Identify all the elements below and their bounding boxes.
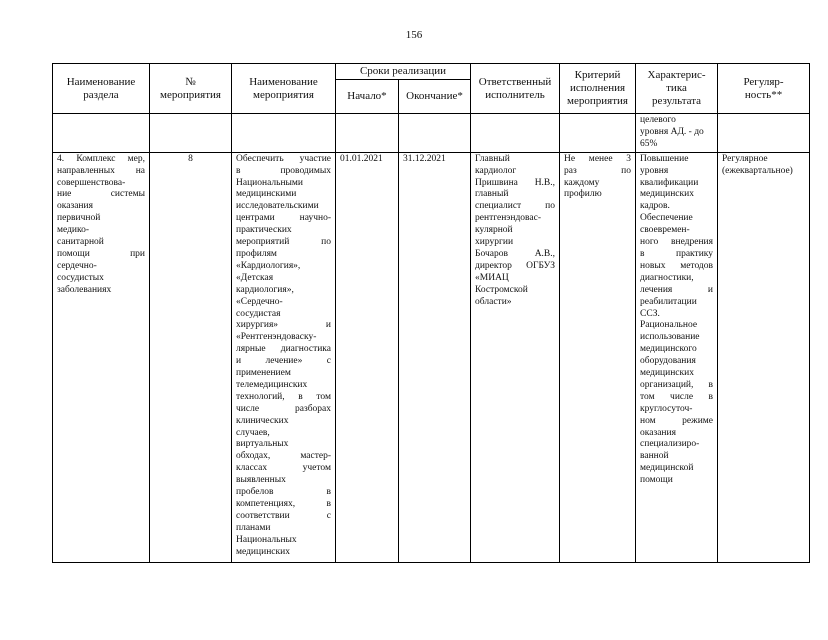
row-section: 4. Комплекс мер, направленных на совершенствова- ние системы оказания первичной медико- санитарной помощи при сердечно- сосудистых заболеваниях xyxy=(53,152,150,562)
cont-characteristic: целевого уровня АД. - до 65% xyxy=(636,114,718,153)
cont-start xyxy=(336,114,399,153)
cont-regularity xyxy=(718,114,810,153)
row-end: 31.12.2021 xyxy=(399,152,471,562)
row-responsible: Главный кардиолог Пришвина Н.В., главный специалист по рентгенэндовас- кулярной хирургии Бочаров А.В., директор ОГБУЗ «МИАЦ Костромской области» xyxy=(471,152,560,562)
table-row xyxy=(53,152,810,562)
activities-table xyxy=(52,63,810,563)
cont-end xyxy=(399,114,471,153)
cont-number xyxy=(150,114,232,153)
header-characteristic: Характерис- тика результата xyxy=(636,64,718,114)
row-start: 01.01.2021 xyxy=(336,152,399,562)
page-number: 156 xyxy=(405,29,423,41)
header-regularity: Регуляр- ность** xyxy=(718,64,810,114)
header-terms: Сроки реализации xyxy=(336,64,471,80)
row-name: Обеспечить участие в проводимых Национальными медицинскими исследовательскими центрами научно- практических мероприятий по профилям «Кардиология», «Детская кардиология», «Сердечно- сосудистая хирургия» и «Рентгенэндоваску- лярные диагностика и лечение» с применением телемедицинских технологий, в том числе разборах клинических случаев, виртуальных обходах, мастер- классах учетом выявленных пробелов в компетенциях, в соответствии с планами Национальных медицинских xyxy=(232,152,336,562)
cont-criterion xyxy=(560,114,636,153)
header-start: Начало* xyxy=(336,80,399,114)
row-characteristic: Повышение уровня квалификации медицинских кадров. Обеспечение своевремен- ного внедрения в практику новых методов диагностики, лечения и реабилитации ССЗ. Рациональное использование медицинского оборудования медицинских организаций, в том числе в круглосуточ- ном режиме оказания специализиро- ванной медицинской помощи xyxy=(636,152,718,562)
header-end: Окончание* xyxy=(399,80,471,114)
header-responsible: Ответственный исполнитель xyxy=(471,64,560,114)
cont-responsible xyxy=(471,114,560,153)
continuation-row xyxy=(53,114,810,153)
row-criterion: Не менее 3 раз по каждому профилю xyxy=(560,152,636,562)
header-number: № мероприятия xyxy=(150,64,232,114)
header-section: Наименование раздела xyxy=(53,64,150,114)
cont-name xyxy=(232,114,336,153)
header-name: Наименование мероприятия xyxy=(232,64,336,114)
header-criterion: Критерий исполнения мероприятия xyxy=(560,64,636,114)
row-regularity: Регулярное (ежеквартальное) xyxy=(718,152,810,562)
row-number: 8 xyxy=(150,152,232,562)
cont-section xyxy=(53,114,150,153)
